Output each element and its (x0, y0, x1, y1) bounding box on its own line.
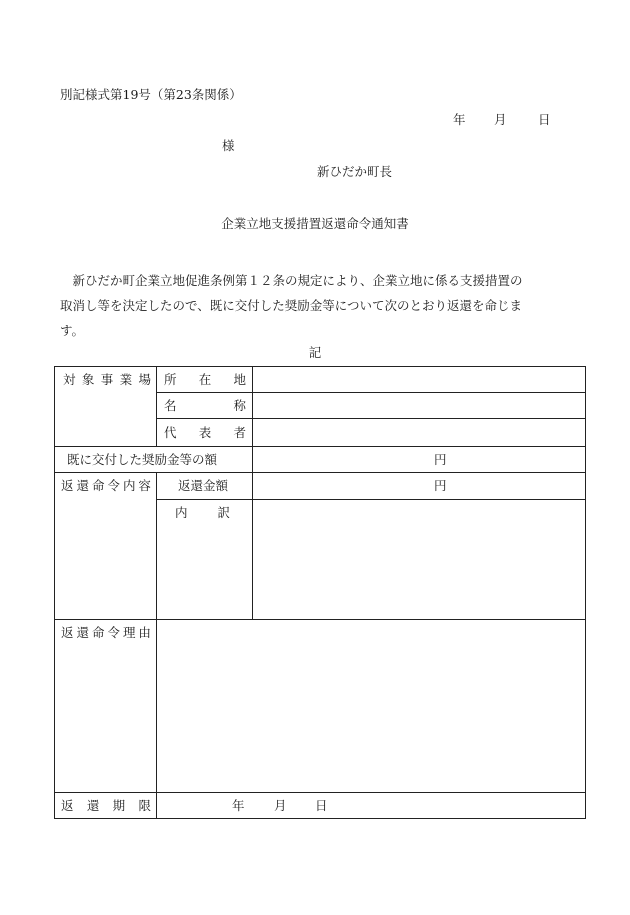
body-line-2: 取消し等を決定したので、既に交付した奨励金等について次のとおり返還を命じま (60, 298, 523, 313)
deadline-year: 年 (232, 798, 245, 813)
breakdown-label: 内 訳 (175, 505, 230, 520)
date-day-label: 日 (538, 112, 551, 127)
form-number: 別記様式第19号（第23条関係） (60, 87, 242, 102)
notice-table (54, 366, 586, 819)
deadline-day: 日 (315, 798, 328, 813)
body-paragraph (60, 268, 523, 343)
deadline-month: 月 (274, 798, 287, 813)
name-label: 名 称 (164, 398, 246, 413)
representative-label: 代 表 者 (164, 425, 246, 440)
location-label: 所 在 地 (164, 372, 246, 387)
addressee-suffix: 様 (222, 138, 235, 153)
issuer-name: 新ひだか町長 (317, 164, 393, 179)
order-content-label: 返 還 命 令 内 容 (61, 478, 151, 493)
reason-label: 返 還 命 令 理 由 (61, 625, 151, 640)
return-amount-label: 返還金額 (178, 478, 229, 493)
date-month-label: 月 (494, 112, 507, 127)
return-yen: 円 (434, 478, 447, 493)
document-title: 企業立地支援措置返還命令通知書 (221, 216, 409, 231)
body-line-3: す。 (60, 323, 85, 338)
granted-amount-label: 既に交付した奨励金等の額 (67, 452, 218, 467)
deadline-label: 返 還 期 限 (61, 798, 151, 813)
granted-yen: 円 (434, 452, 447, 467)
date-year-label: 年 (453, 112, 466, 127)
body-line-1: 新ひだか町企業立地促進条例第１２条の規定により、企業立地に係る支援措置の (60, 273, 523, 288)
target-site-label: 対 象 事 業 場 (63, 372, 151, 387)
ki-label: 記 (308, 345, 322, 360)
